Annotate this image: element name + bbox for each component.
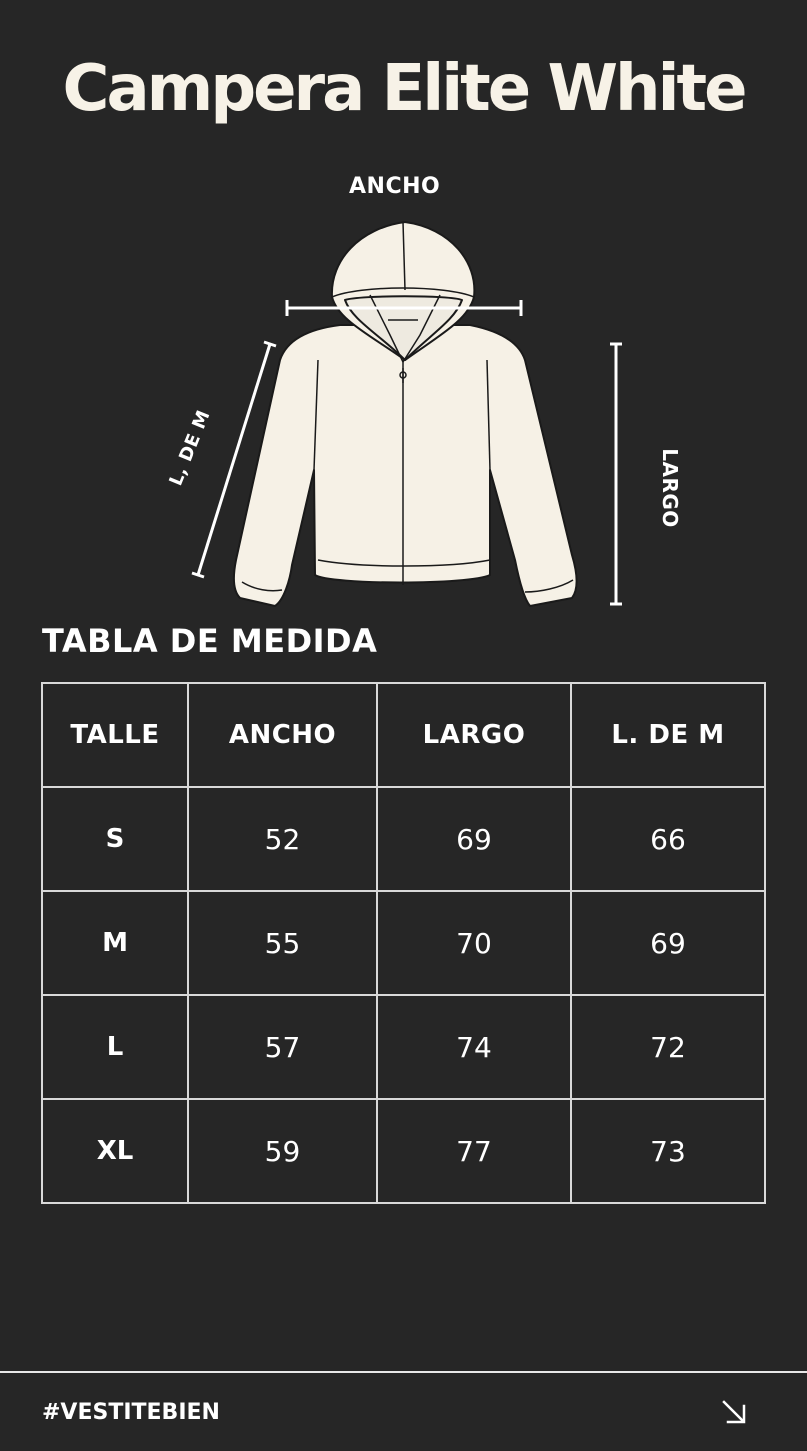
width-cell: 55 (188, 891, 377, 995)
size-table (41, 682, 766, 1204)
length-cell: 69 (377, 787, 571, 891)
column-header-size: TALLE (42, 683, 188, 787)
size-cell: S (42, 787, 188, 891)
sleeve-cell: 73 (571, 1099, 765, 1203)
table-header-row (42, 683, 765, 787)
size-cell: XL (42, 1099, 188, 1203)
width-label: ANCHO (349, 174, 441, 199)
length-cell: 77 (377, 1099, 571, 1203)
width-cell: 57 (188, 995, 377, 1099)
size-cell: L (42, 995, 188, 1099)
footer-divider (0, 1371, 807, 1373)
column-header-sleeve: L. DE M (571, 683, 765, 787)
length-cell: 70 (377, 891, 571, 995)
page-title: Campera Elite White (62, 52, 745, 126)
sleeve-cell: 66 (571, 787, 765, 891)
sleeve-cell: 69 (571, 891, 765, 995)
size-cell: M (42, 891, 188, 995)
footer-hashtag: #VESTITEBIEN (42, 1400, 220, 1425)
table-row (42, 1099, 765, 1203)
arrow-down-right-icon[interactable] (720, 1398, 748, 1426)
size-table-heading: TABLA DE MEDIDA (42, 622, 378, 660)
table-row (42, 891, 765, 995)
length-label: LARGO (658, 448, 682, 528)
column-header-width: ANCHO (188, 683, 377, 787)
table-row (42, 787, 765, 891)
sleeve-cell: 72 (571, 995, 765, 1099)
table-row (42, 995, 765, 1099)
jacket-diagram (0, 0, 807, 640)
column-header-length: LARGO (377, 683, 571, 787)
sleeve-length-label: L, DE M (165, 407, 215, 489)
width-cell: 52 (188, 787, 377, 891)
width-cell: 59 (188, 1099, 377, 1203)
length-cell: 74 (377, 995, 571, 1099)
